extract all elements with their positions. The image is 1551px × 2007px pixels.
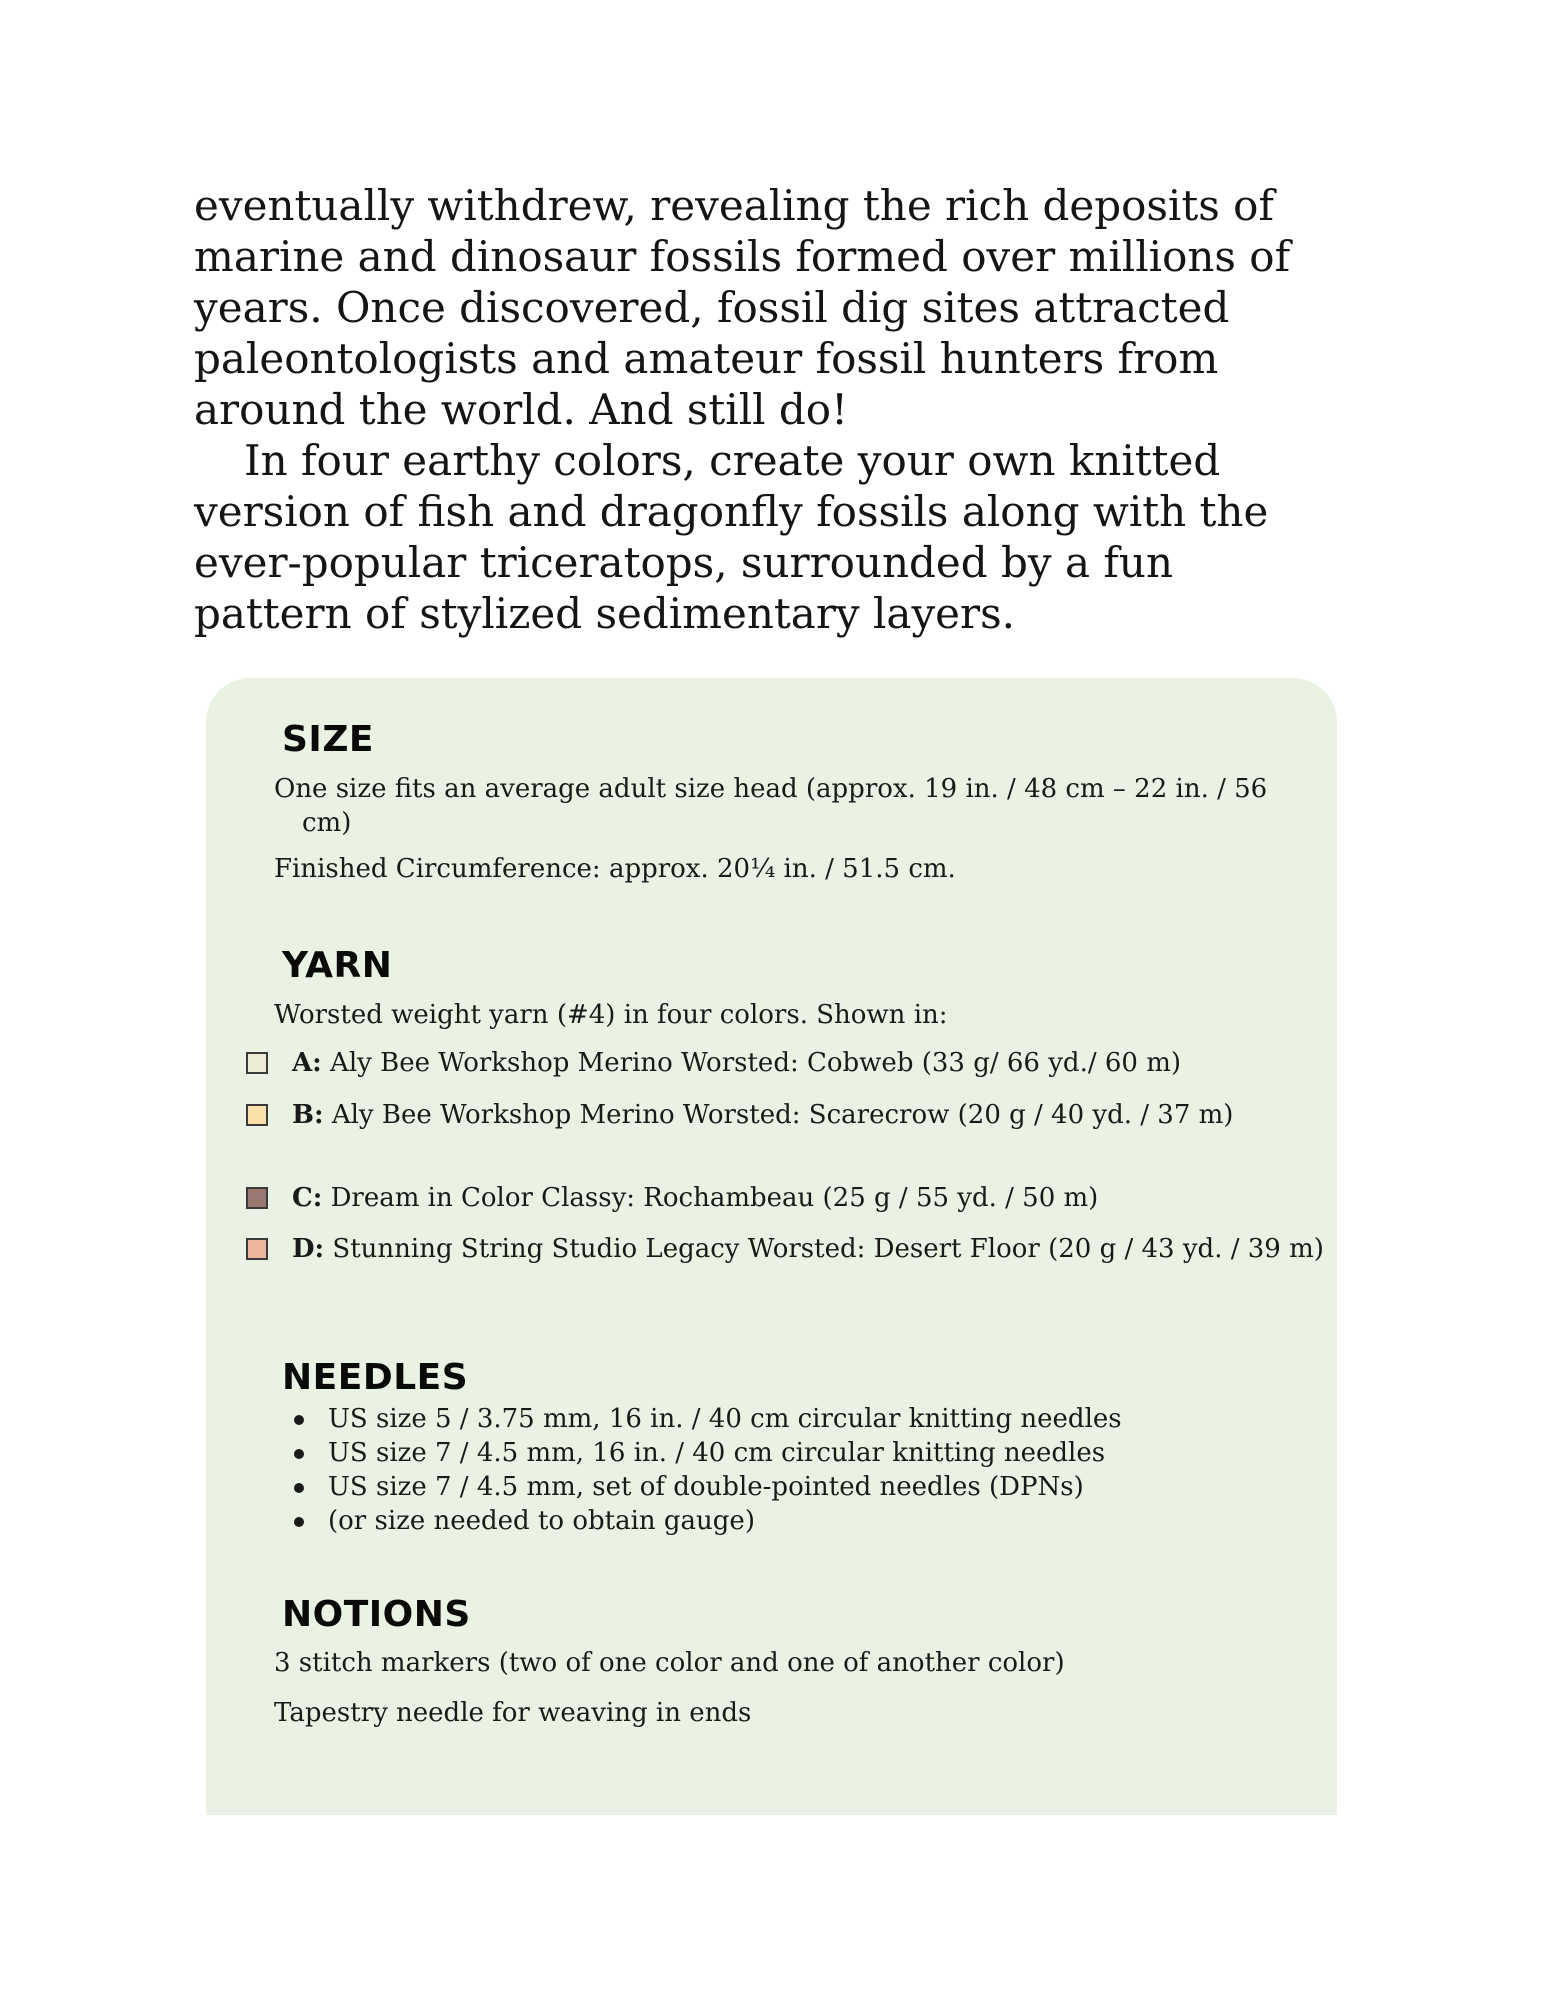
yarn-letter-b: B: [292,1100,324,1130]
color-swatch-b [246,1104,268,1126]
yarn-item-b-text [292,1098,1330,1132]
list-item: US size 5 / 3.75 mm, 16 in. / 40 cm circular knitting needles [290,1402,1122,1436]
list-item: US size 7 / 4.5 mm, 16 in. / 40 cm circular knitting needles [290,1436,1122,1470]
notions-item-markers: 3 stitch markers (two of one color and one of another color) [274,1648,1065,1678]
yarn-intro-text: Worsted weight yarn (#4) in four colors. Shown in: [274,1000,948,1030]
needles-heading: NEEDLES [282,1357,469,1398]
yarn-item-c-text [292,1181,1330,1215]
materials-panel [206,678,1337,1815]
yarn-letter-d: D: [292,1234,325,1264]
yarn-description-d: Stunning String Studio Legacy Worsted: Desert Floor (20 g / 43 yd. / 39 m) [332,1234,1324,1264]
bullet-icon [294,1483,304,1493]
intro-text [194,180,1344,639]
yarn-letter-c: C: [292,1183,323,1213]
size-heading: SIZE [282,719,375,760]
yarn-heading: YARN [282,945,393,986]
list-item: (or size needed to obtain gauge) [290,1504,1122,1538]
yarn-description-b: Aly Bee Workshop Merino Worsted: Scarecrow (20 g / 40 yd. / 37 m) [331,1100,1234,1130]
size-circumference-text: Finished Circumference: approx. 20¼ in. / 51.5 cm. [274,854,956,884]
needles-list [290,1402,1122,1538]
notions-item-needle: Tapestry needle for weaving in ends [274,1698,752,1728]
yarn-description-c: Dream in Color Classy: Rochambeau (25 g / 55 yd. / 50 m) [330,1183,1099,1213]
bullet-icon [294,1449,304,1459]
notions-heading: NOTIONS [282,1594,471,1635]
list-item: US size 7 / 4.5 mm, set of double-pointed needles (DPNs) [290,1470,1122,1504]
intro-paragraph-1: eventually withdrew, revealing the rich deposits of marine and dinosaur fossils formed over millions of years. Once discovered, fossil dig sites attracted paleontologists and amateur fossil hunters from around the world. And still do! [194,181,1291,434]
yarn-description-a: Aly Bee Workshop Merino Worsted: Cobweb (33 g/ 66 yd./ 60 m) [330,1048,1182,1078]
bullet-icon [294,1415,304,1425]
color-swatch-d [246,1238,268,1260]
yarn-item-d-text [292,1232,1330,1266]
size-fit-text: One size fits an average adult size head (approx. 19 in. / 48 cm – 22 in. / 56 cm) [274,774,1268,838]
yarn-letter-a: A: [292,1048,322,1078]
color-swatch-c [246,1187,268,1209]
yarn-item-a-text [292,1046,1330,1080]
bullet-icon [294,1517,304,1527]
intro-paragraph-2: In four earthy colors, create your own knitted version of fish and dragonfly fossils along with the ever-popular triceratops, surrounded by a fun pattern of stylized sedimentary layers. [194,436,1269,638]
color-swatch-a [246,1052,268,1074]
